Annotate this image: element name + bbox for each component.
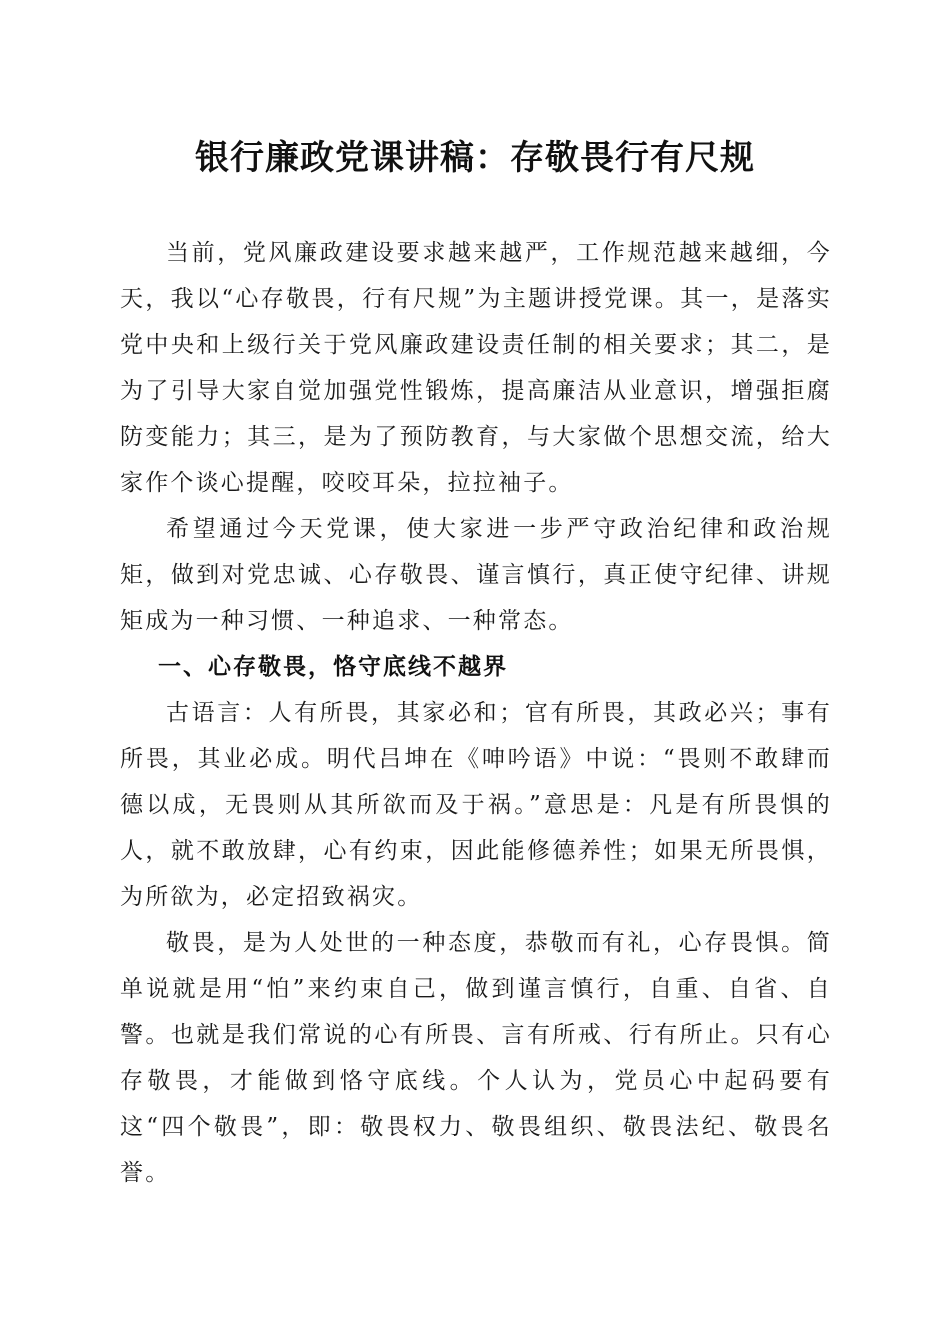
- intro-paragraph-2: 希望通过今天党课，使大家进一步严守政治纪律和政治规矩，做到对党忠诚、心存敬畏、谨言慎行，真正使守纪律、讲规矩成为一种习惯、一种追求、一种常态。: [120, 516, 832, 634]
- section-1-paragraph-1: 古语言：人有所畏，其家必和；官有所畏，其政必兴；事有所畏，其业必成。明代吕坤在《呻吟语》中说：“畏则不敢肆而德以成，无畏则从其所欲而及于祸。”意思是：凡是有所畏惧的人，就不敢放肆，心有约束，因此能修德养性；如果无所畏惧，为所欲为，必定招致祸灾。: [120, 700, 832, 910]
- page-title: 银行廉政党课讲稿：存敬畏行有尺规: [195, 138, 755, 178]
- section-heading-1: 一、心存敬畏，恪守底线不越界: [158, 654, 508, 680]
- document-body: [120, 230, 832, 1196]
- section-1-paragraph-2: 敬畏，是为人处世的一种态度，恭敬而有礼，心存畏惧。简单说就是用“怕”来约束自己，做到谨言慎行，自重、自省、自警。也就是我们常说的心有所畏、言有所戒、行有所止。只有心存敬畏，才能做到恪守底线。个人认为，党员心中起码要有这“四个敬畏”，即：敬畏权力、敬畏组织、敬畏法纪、敬畏名誉。: [120, 930, 832, 1186]
- intro-paragraph-1: 当前，党风廉政建设要求越来越严，工作规范越来越细，今天，我以“心存敬畏，行有尺规”为主题讲授党课。其一，是落实党中央和上级行关于党风廉政建设责任制的相关要求；其二，是为了引导大家自觉加强党性锻炼，提高廉洁从业意识，增强拒腐防变能力；其三，是为了预防教育，与大家做个思想交流，给大家作个谈心提醒，咬咬耳朵，拉拉袖子。: [120, 240, 832, 496]
